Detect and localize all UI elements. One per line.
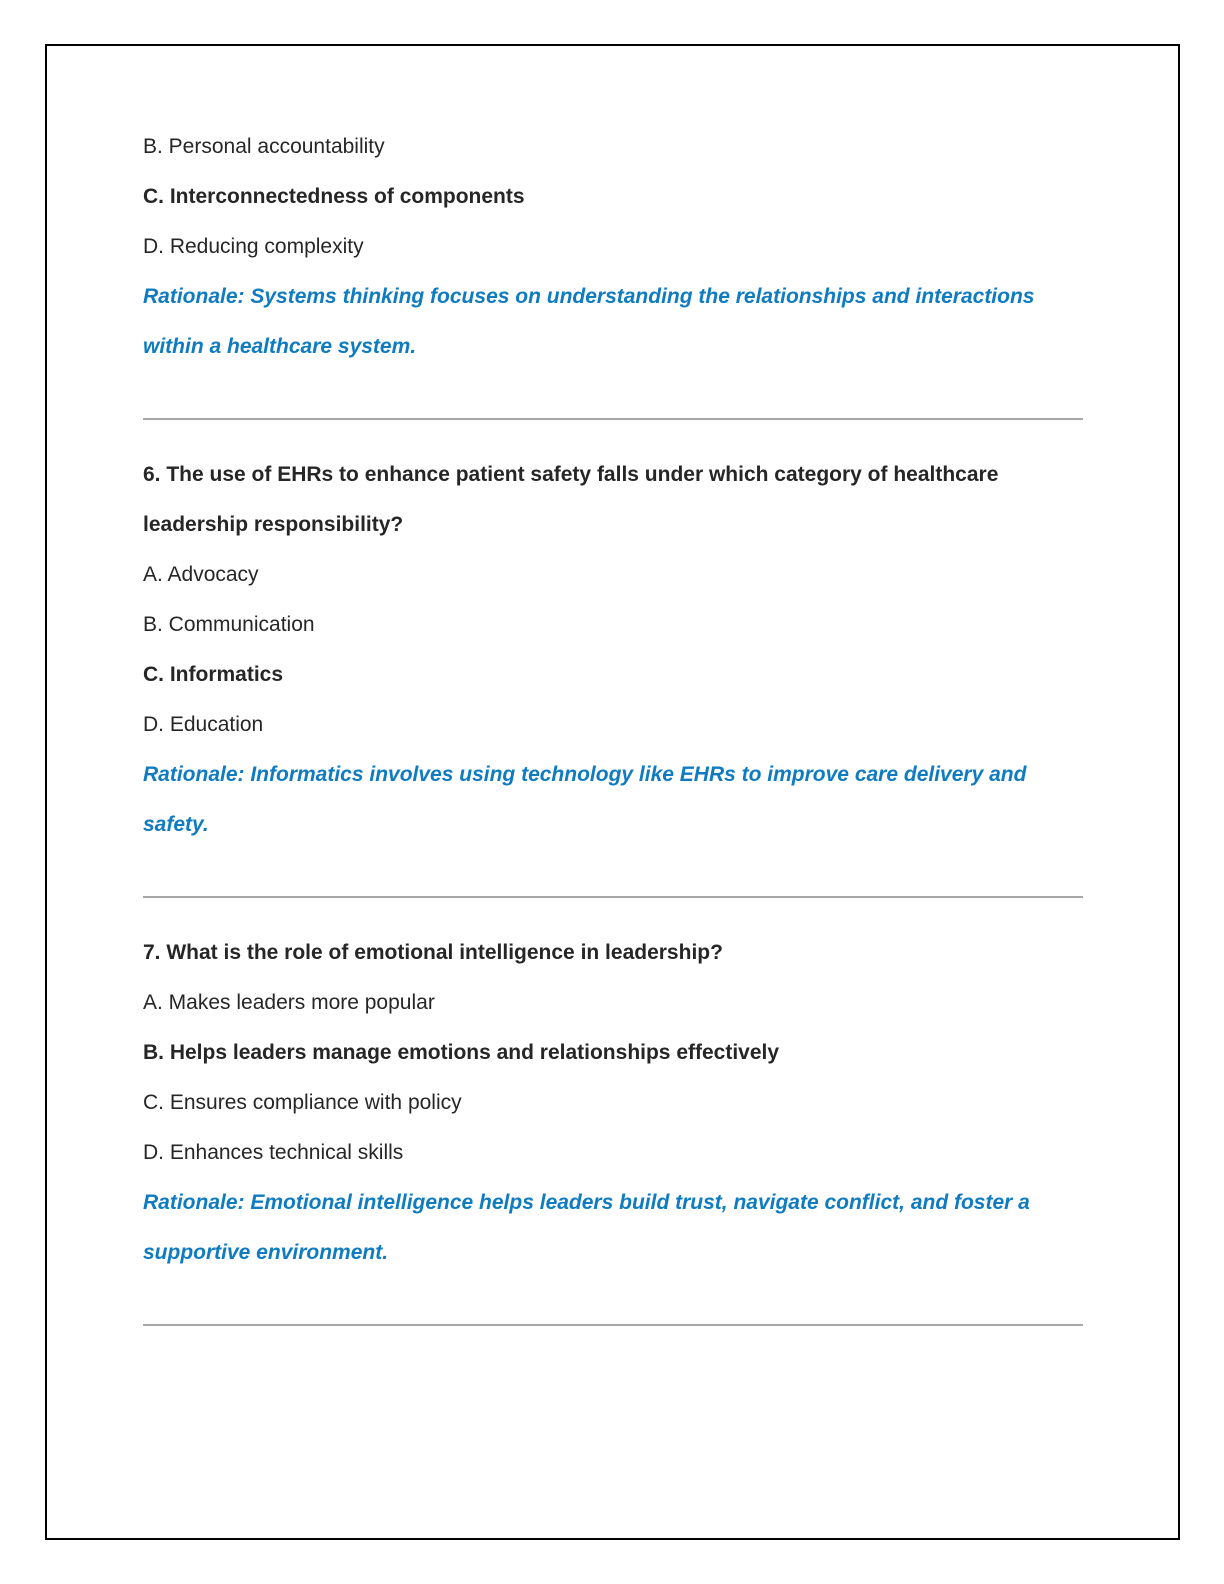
rationale-text: Rationale: Emotional intelligence helps leaders build trust, navigate conflict, and foster a supportive environment. (143, 1191, 1030, 1264)
answer-option-d: D. Enhances technical skills (143, 1141, 404, 1164)
answer-option-c: C. Ensures compliance with policy (143, 1091, 462, 1114)
answer-option-d: D. Reducing complexity (143, 235, 364, 258)
answer-option-a: A. Makes leaders more popular (143, 991, 435, 1014)
answer-option-b-correct: B. Helps leaders manage emotions and relationships effectively (143, 1041, 780, 1064)
question-7-text: 7. What is the role of emotional intelligence in leadership? (143, 941, 723, 964)
section-divider (143, 896, 1083, 898)
answer-option-d: D. Education (143, 713, 264, 736)
question-6-text: 6. The use of EHRs to enhance patient safety falls under which category of healthcare leadership responsibility? (143, 463, 999, 536)
answer-option-c-correct: C. Interconnectedness of components (143, 185, 525, 208)
answer-option-b: B. Communication (143, 613, 315, 636)
answer-option-c-correct: C. Informatics (143, 663, 284, 686)
rationale-text: Rationale: Informatics involves using technology like EHRs to improve care delivery and safety. (143, 763, 1027, 836)
document-content (143, 122, 1083, 1356)
section-divider (143, 418, 1083, 420)
answer-option-a: A. Advocacy (143, 563, 259, 586)
answer-option-b: B. Personal accountability (143, 135, 385, 158)
section-divider (143, 1324, 1083, 1326)
rationale-text: Rationale: Systems thinking focuses on understanding the relationships and interactions within a healthcare system. (143, 285, 1035, 358)
